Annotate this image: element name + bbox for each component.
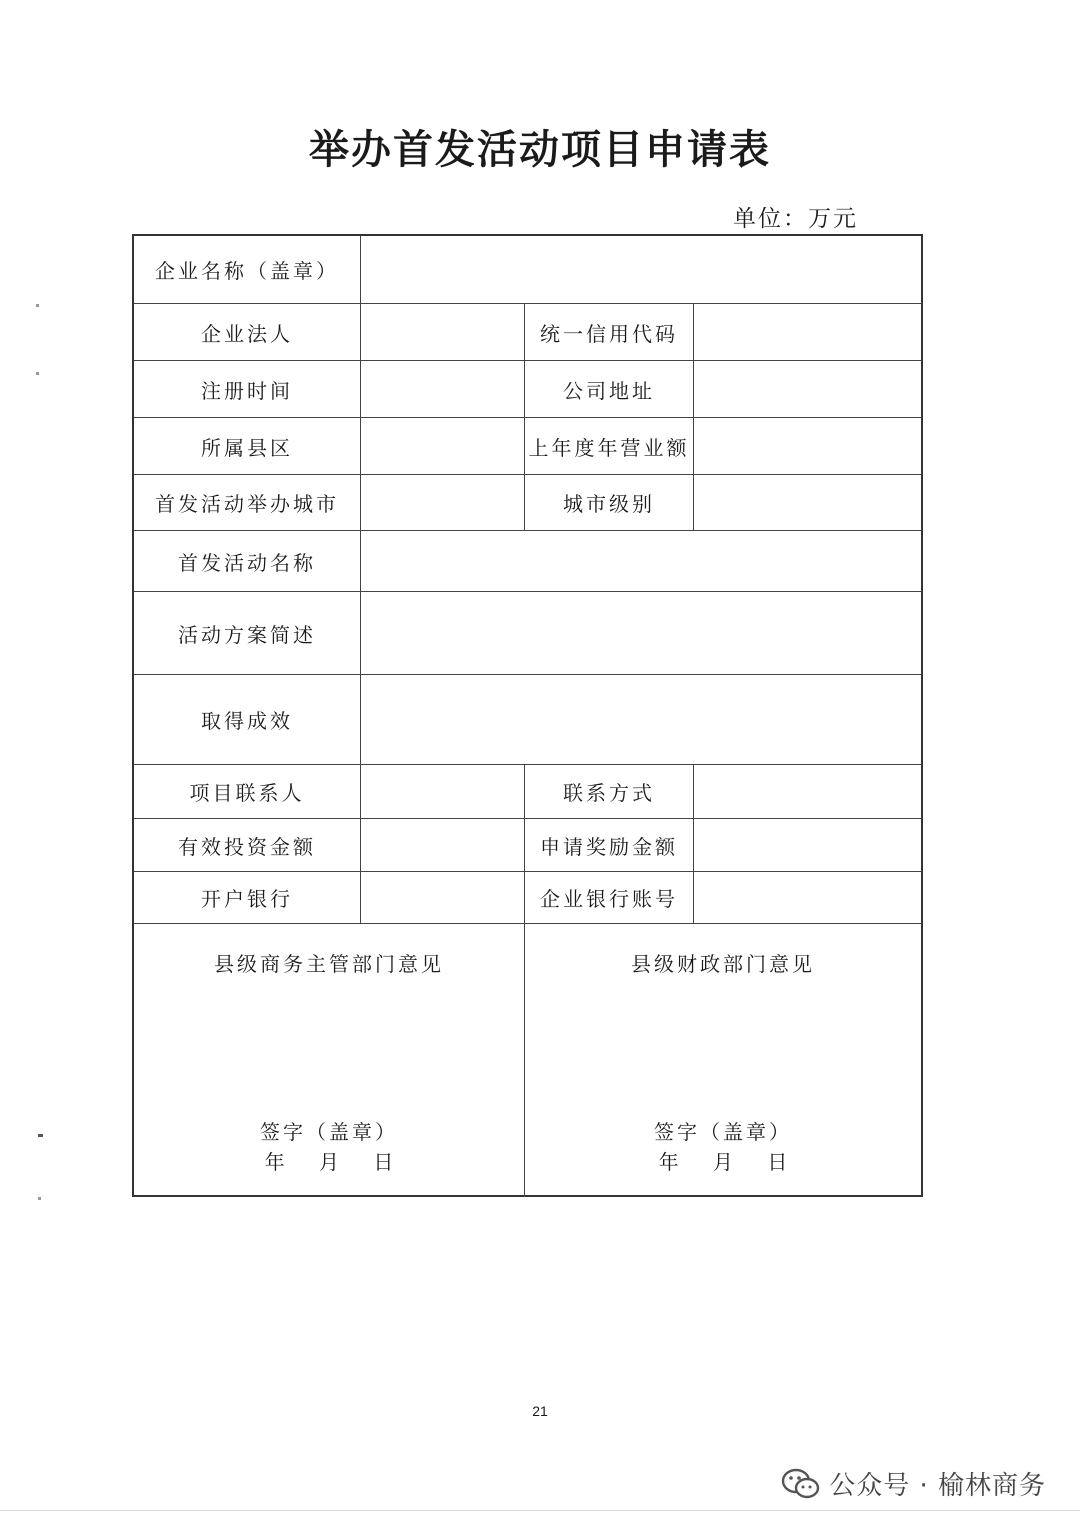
label-results: 取得成效 — [134, 675, 361, 764]
field-results[interactable] — [361, 675, 921, 764]
field-bank-account[interactable] — [694, 872, 921, 923]
label-event-name: 首发活动名称 — [134, 531, 361, 591]
label-credit-code: 统一信用代码 — [525, 304, 694, 360]
finance-opinion-box[interactable] — [525, 924, 921, 1197]
finance-signature-label: 签字（盖章） — [654, 1120, 792, 1144]
footer-divider — [0, 1510, 1080, 1511]
field-registration-time[interactable] — [361, 361, 525, 417]
row-company-name — [134, 236, 921, 304]
watermark-text: 公众号 · 榆林商务 — [829, 1471, 1046, 1501]
commerce-date-label: 年 月 日 — [264, 1150, 394, 1174]
field-investment-amount[interactable] — [361, 819, 525, 871]
row-event-city — [134, 475, 921, 531]
label-company-address: 公司地址 — [525, 361, 694, 417]
field-city-level[interactable] — [694, 475, 921, 530]
row-contact — [134, 765, 921, 819]
finance-date-label: 年 月 日 — [658, 1150, 788, 1174]
field-plan-summary[interactable] — [361, 592, 921, 674]
row-bank — [134, 872, 921, 924]
label-contact-method: 联系方式 — [525, 765, 694, 818]
watermark — [781, 1465, 1046, 1502]
row-results — [134, 675, 921, 765]
finance-opinion-title: 县级财政部门意见 — [631, 952, 815, 976]
label-reward-amount: 申请奖励金额 — [525, 819, 694, 871]
label-contact-person: 项目联系人 — [134, 765, 361, 818]
label-city-level: 城市级别 — [525, 475, 694, 530]
row-county — [134, 418, 921, 475]
row-event-name — [134, 531, 921, 592]
field-reward-amount[interactable] — [694, 819, 921, 871]
form-title: 举办首发活动项目申请表 — [309, 126, 771, 173]
scan-dot — [38, 1134, 43, 1137]
label-plan-summary: 活动方案简述 — [134, 592, 361, 674]
field-legal-person[interactable] — [361, 304, 525, 360]
application-form — [132, 234, 923, 1197]
row-plan-summary — [134, 592, 921, 675]
label-bank-account: 企业银行账号 — [525, 872, 694, 923]
label-registration-time: 注册时间 — [134, 361, 361, 417]
field-event-name[interactable] — [361, 531, 921, 591]
field-bank[interactable] — [361, 872, 525, 923]
scan-dot — [36, 304, 39, 307]
wechat-icon — [781, 1467, 821, 1501]
label-company-name: 企业名称（盖章） — [134, 236, 361, 303]
page-number: 21 — [532, 1403, 548, 1419]
row-legal-person — [134, 304, 921, 361]
label-bank: 开户银行 — [134, 872, 361, 923]
label-investment-amount: 有效投资金额 — [134, 819, 361, 871]
row-opinions — [134, 924, 921, 1197]
commerce-opinion-title: 县级商务主管部门意见 — [214, 952, 444, 976]
field-annual-revenue[interactable] — [694, 418, 921, 474]
label-event-city: 首发活动举办城市 — [134, 475, 361, 530]
field-company-address[interactable] — [694, 361, 921, 417]
field-contact-method[interactable] — [694, 765, 921, 818]
label-county: 所属县区 — [134, 418, 361, 474]
field-credit-code[interactable] — [694, 304, 921, 360]
field-company-name[interactable] — [361, 236, 921, 303]
commerce-signature-label: 签字（盖章） — [260, 1120, 398, 1144]
row-registration — [134, 361, 921, 418]
commerce-opinion-box[interactable] — [134, 924, 525, 1197]
row-amounts — [134, 819, 921, 872]
unit-label: 单位：万元 — [733, 206, 858, 232]
field-county[interactable] — [361, 418, 525, 474]
field-contact-person[interactable] — [361, 765, 525, 818]
label-legal-person: 企业法人 — [134, 304, 361, 360]
field-event-city[interactable] — [361, 475, 525, 530]
scan-dot — [36, 372, 39, 375]
label-annual-revenue: 上年度年营业额 — [525, 418, 694, 474]
scan-dot — [38, 1197, 41, 1200]
